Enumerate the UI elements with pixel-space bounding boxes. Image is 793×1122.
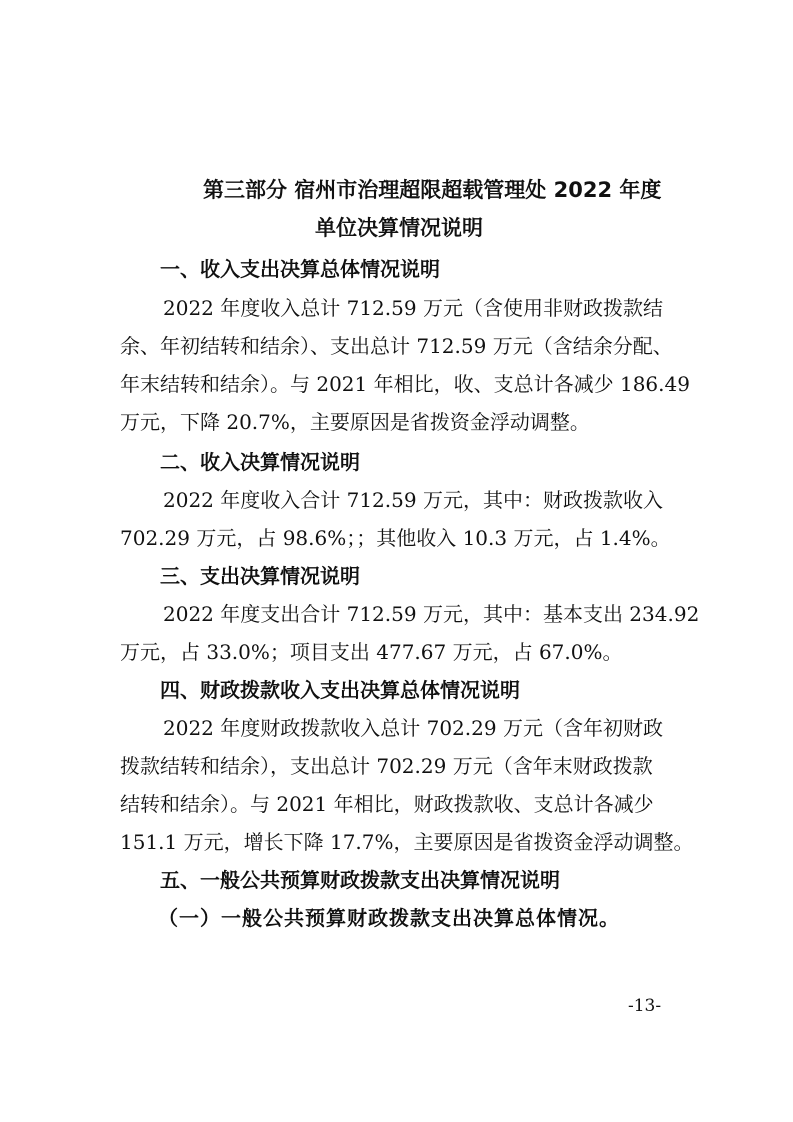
section-1-line-1: 2022 年度收入总计 712.59 万元（含使用非财政拨款结: [163, 296, 663, 320]
section-4-heading: 四、财政拨款收入支出决算总体情况说明: [160, 678, 520, 702]
section-3-heading: 三、支出决算情况说明: [160, 564, 360, 588]
section-4-line-3: 结转和结余）。与 2021 年相比，财政拨款收、支总计各减少: [120, 792, 654, 816]
section-2-line-2: 702.29 万元，占 98.6%；；其他收入 10.3 万元，占 1.4%。: [120, 526, 671, 550]
section-1-line-4: 万元，下降 20.7%，主要原因是省拨资金浮动调整。: [120, 410, 590, 434]
section-4-line-1: 2022 年度财政拨款收入总计 702.29 万元（含年初财政: [163, 716, 663, 740]
page-number: -13-: [628, 996, 662, 1016]
doc-title-line-2: 单位决算情况说明: [315, 216, 483, 240]
section-5-subheading: （一）一般公共预算财政拨款支出决算总体情况。: [158, 906, 620, 930]
section-3-line-2: 万元，占 33.0%；项目支出 477.67 万元，占 67.0%。: [120, 640, 623, 664]
section-5-heading: 五、一般公共预算财政拨款支出决算情况说明: [160, 868, 560, 892]
section-4-line-2: 拨款结转和结余），支出总计 702.29 万元（含年末财政拨款: [120, 754, 653, 778]
section-1-heading: 一、收入支出决算总体情况说明: [160, 257, 440, 281]
section-3-line-1: 2022 年度支出合计 712.59 万元，其中：基本支出 234.92: [163, 602, 700, 626]
section-2-line-1: 2022 年度收入合计 712.59 万元，其中：财政拨款收入: [163, 488, 663, 512]
doc-title-line-1: 第三部分 宿州市治理超限超载管理处 2022 年度: [203, 178, 662, 202]
section-1-line-3: 年末结转和结余）。与 2021 年相比，收、支总计各减少 186.49: [120, 372, 690, 396]
section-2-heading: 二、收入决算情况说明: [160, 450, 360, 474]
section-4-line-4: 151.1 万元，增长下降 17.7%，主要原因是省拨资金浮动调整。: [120, 830, 694, 854]
section-1-line-2: 余、年初结转和结余）、支出总计 712.59 万元（含结余分配、: [120, 334, 673, 358]
